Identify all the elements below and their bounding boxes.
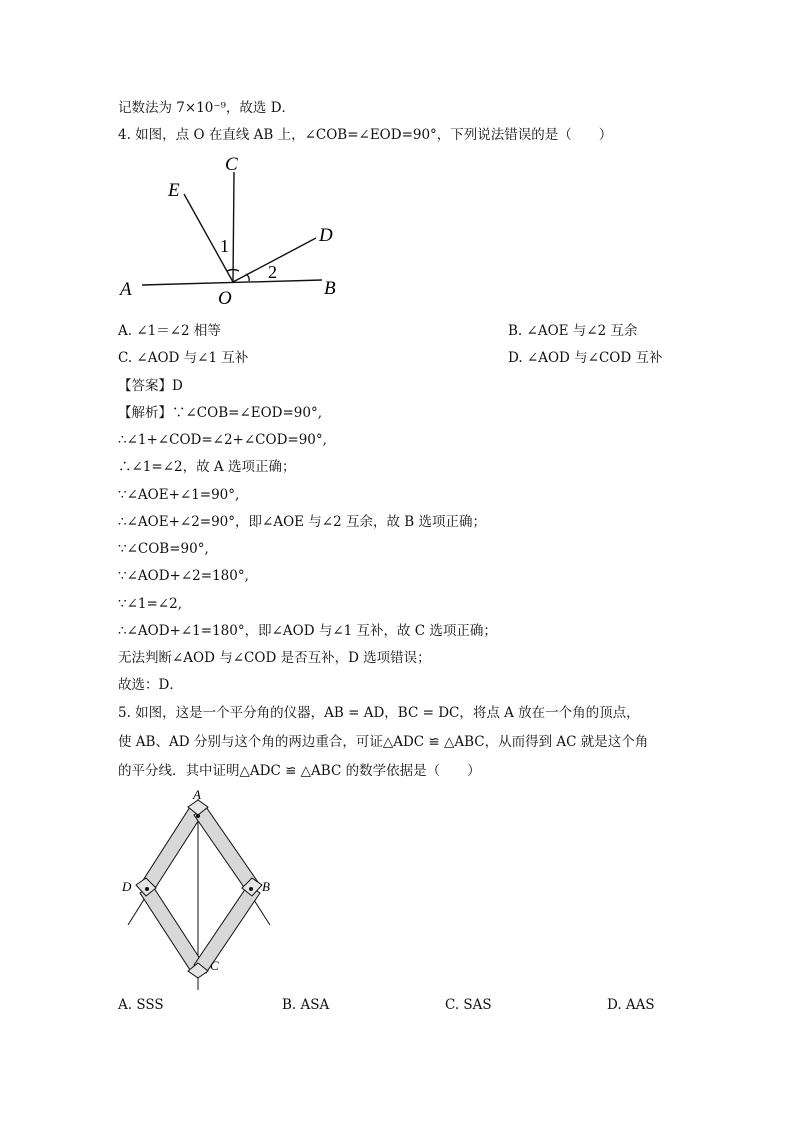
label-O: O: [218, 288, 232, 309]
q4-answer: 【答案】D: [118, 378, 183, 394]
q4-analysis-3: ∴∠1=∠2，故 A 选项正确；: [118, 459, 296, 475]
label-D: D: [122, 879, 132, 894]
q5-option-b: B. ASA: [282, 997, 330, 1013]
label-C: C: [225, 154, 238, 175]
q4-analysis-7: ∵∠AOD+∠2=180°,: [118, 568, 249, 584]
question-5-stem-2: 使 AB、AD 分别与这个角的两边重合，可证△ADC ≌ △ABC，从而得到 AC 就是这个角: [118, 734, 649, 750]
label-angle-2: 2: [268, 262, 277, 282]
q4-option-b: B. ∠AOE 与∠2 互余: [508, 323, 638, 339]
q5-option-d: D. AAS: [607, 997, 655, 1013]
q4-analysis-9: ∴∠AOD+∠1=180°，即∠AOD 与∠1 互补，故 C 选项正确；: [118, 623, 497, 639]
label-C: C: [210, 958, 219, 973]
label-E: E: [168, 180, 180, 201]
q4-analysis-8: ∵∠1=∠2,: [118, 596, 182, 612]
label-B: B: [324, 278, 336, 299]
q4-analysis-5: ∴∠AOE+∠2=90°，即∠AOE 与∠2 互余，故 B 选项正确；: [118, 514, 486, 530]
q4-analysis-2: ∴∠1+∠COD=∠2+∠COD=90°,: [118, 432, 327, 448]
label-A: A: [120, 279, 132, 300]
q5-option-a: A. SSS: [118, 997, 164, 1013]
q5-figure: [110, 785, 290, 995]
label-A: A: [193, 787, 201, 802]
q4-option-c: C. ∠AOD 与∠1 互补: [118, 350, 249, 366]
q4-analysis-4: ∵∠AOE+∠1=90°,: [118, 487, 240, 503]
q4-analysis-11: 故选：D．: [118, 677, 183, 693]
q5-option-c: C. SAS: [445, 997, 492, 1013]
q4-option-d: D. ∠AOD 与∠COD 互补: [508, 350, 663, 366]
question-4-stem: 4. 如图，点 O 在直线 AB 上，∠COB=∠EOD=90°，下列说法错误的是（ ）: [118, 127, 613, 143]
q4-analysis-10: 无法判断∠AOD 与∠COD 是否互补，D 选项错误；: [118, 650, 431, 666]
q4-analysis-1: 【解析】∵∠COB=∠EOD=90°,: [118, 405, 323, 421]
label-B: B: [262, 879, 270, 894]
text-line-top: 记数法为 7×10⁻⁹，故选 D．: [118, 100, 296, 116]
question-5-stem-1: 5. 如图，这是一个平分角的仪器，AB = AD，BC = DC，将点 A 放在一个角的顶点，: [118, 705, 640, 721]
label-angle-1: 1: [220, 236, 229, 256]
q4-option-a: A. ∠1＝∠2 相等: [118, 323, 221, 339]
q4-analysis-6: ∵∠COB=90°,: [118, 541, 209, 557]
label-D: D: [319, 225, 333, 246]
question-5-stem-3: 的平分线．其中证明△ADC ≌ △ABC 的数学依据是（ ）: [118, 763, 481, 779]
q4-figure: [110, 150, 350, 310]
